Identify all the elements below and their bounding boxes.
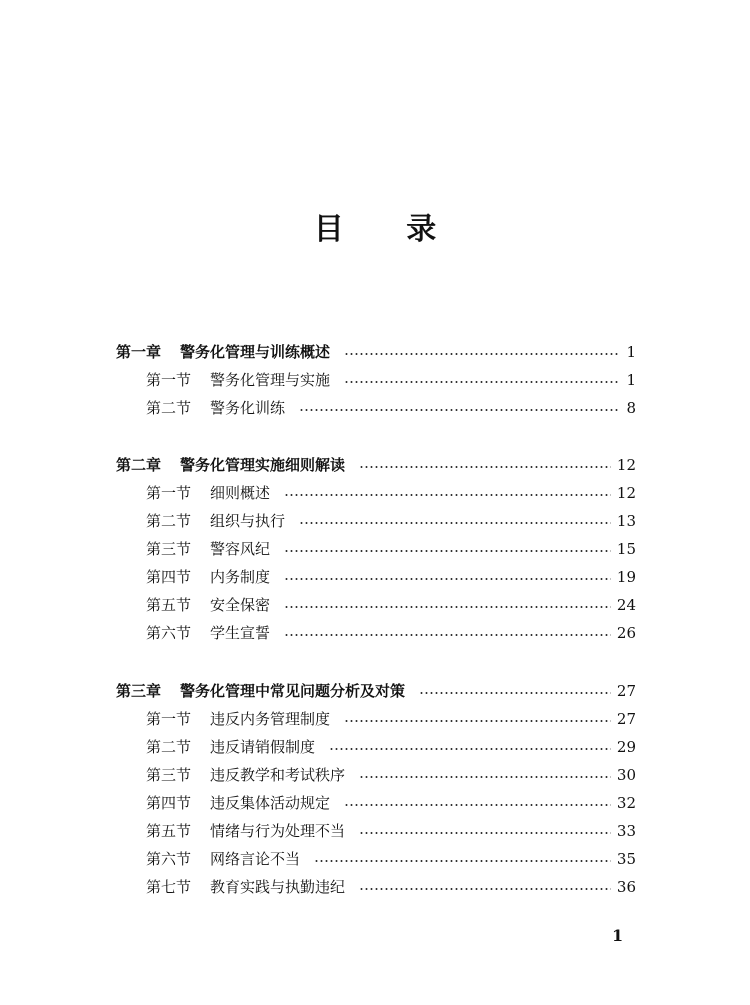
section-title: 细则概述: [210, 484, 271, 502]
section-title: 网络言论不当: [210, 850, 301, 868]
toc-section-2-4[interactable]: [146, 566, 636, 588]
section-title: 违反内务管理制度: [210, 710, 331, 728]
section-page-number: 15: [616, 540, 636, 558]
section-title: 警容风纪: [210, 540, 271, 558]
chapter-title: 警务化管理实施细则解读: [180, 456, 346, 474]
dot-leader: [359, 466, 611, 468]
section-title: 违反教学和考试秩序: [210, 766, 346, 784]
toc-section-2-2[interactable]: [146, 510, 636, 532]
section-number: 第七节: [146, 878, 192, 896]
section-number: 第一节: [146, 371, 192, 389]
dot-leader: [284, 634, 611, 636]
toc-section-3-5[interactable]: [146, 820, 636, 842]
section-title: 情绪与行为处理不当: [210, 822, 346, 840]
dot-leader: [419, 692, 611, 694]
toc-chapter-3[interactable]: [116, 680, 636, 702]
section-title: 内务制度: [210, 568, 271, 586]
toc-section-2-3[interactable]: [146, 538, 636, 560]
section-title: 组织与执行: [210, 512, 286, 530]
dot-leader: [344, 720, 611, 722]
dot-leader: [314, 860, 611, 862]
section-number: 第六节: [146, 624, 192, 642]
dot-leader: [299, 409, 618, 411]
section-page-number: 19: [616, 568, 636, 586]
section-number: 第二节: [146, 512, 192, 530]
section-page-number: 13: [616, 512, 636, 530]
section-page-number: 32: [616, 794, 636, 812]
section-page-number: 8: [626, 399, 636, 417]
dot-leader: [359, 776, 611, 778]
dot-leader: [284, 606, 611, 608]
chapter-number: 第一章: [116, 343, 162, 361]
dot-leader: [329, 748, 611, 750]
toc-chapter-1[interactable]: [116, 341, 636, 363]
dot-leader: [344, 381, 618, 383]
chapter-number: 第三章: [116, 682, 162, 700]
section-title: 违反请销假制度: [210, 738, 316, 756]
section-title: 违反集体活动规定: [210, 794, 331, 812]
section-page-number: 1: [626, 371, 636, 389]
chapter-title: 警务化管理与训练概述: [180, 343, 331, 361]
section-number: 第三节: [146, 766, 192, 784]
section-page-number: 33: [616, 822, 636, 840]
section-number: 第五节: [146, 596, 192, 614]
section-number: 第五节: [146, 822, 192, 840]
page-number: 1: [612, 926, 624, 945]
section-number: 第三节: [146, 540, 192, 558]
section-number: 第二节: [146, 738, 192, 756]
toc-section-3-3[interactable]: [146, 764, 636, 786]
section-page-number: 29: [616, 738, 636, 756]
section-number: 第四节: [146, 568, 192, 586]
dot-leader: [299, 522, 611, 524]
section-number: 第二节: [146, 399, 192, 417]
dot-leader: [344, 353, 618, 355]
toc-section-3-7[interactable]: [146, 876, 636, 898]
section-page-number: 35: [616, 850, 636, 868]
dot-leader: [284, 578, 611, 580]
chapter-page-number: 1: [626, 343, 636, 361]
dot-leader: [359, 888, 611, 890]
section-number: 第六节: [146, 850, 192, 868]
section-title: 教育实践与执勤违纪: [210, 878, 346, 896]
section-page-number: 27: [616, 710, 636, 728]
toc-section-3-1[interactable]: [146, 708, 636, 730]
toc-section-3-4[interactable]: [146, 792, 636, 814]
toc-chapter-2[interactable]: [116, 454, 636, 476]
toc-section-1-2[interactable]: [146, 397, 636, 419]
section-page-number: 24: [616, 596, 636, 614]
section-page-number: 30: [616, 766, 636, 784]
section-page-number: 36: [616, 878, 636, 896]
chapter-title: 警务化管理中常见问题分析及对策: [180, 682, 406, 700]
toc-section-3-2[interactable]: [146, 736, 636, 758]
toc-section-1-1[interactable]: [146, 369, 636, 391]
section-title: 安全保密: [210, 596, 271, 614]
dot-leader: [284, 494, 611, 496]
page-title: 目 录: [313, 212, 463, 247]
chapter-number: 第二章: [116, 456, 162, 474]
toc-section-2-5[interactable]: [146, 594, 636, 616]
section-title: 警务化管理与实施: [210, 371, 331, 389]
dot-leader: [344, 804, 611, 806]
section-number: 第四节: [146, 794, 192, 812]
section-page-number: 26: [616, 624, 636, 642]
section-title: 警务化训练: [210, 399, 286, 417]
section-page-number: 12: [616, 484, 636, 502]
toc-section-3-6[interactable]: [146, 848, 636, 870]
dot-leader: [284, 550, 611, 552]
section-number: 第一节: [146, 710, 192, 728]
dot-leader: [359, 832, 611, 834]
chapter-page-number: 27: [616, 682, 636, 700]
section-number: 第一节: [146, 484, 192, 502]
chapter-page-number: 12: [616, 456, 636, 474]
toc-section-2-6[interactable]: [146, 622, 636, 644]
section-title: 学生宣誓: [210, 624, 271, 642]
toc-section-2-1[interactable]: [146, 482, 636, 504]
